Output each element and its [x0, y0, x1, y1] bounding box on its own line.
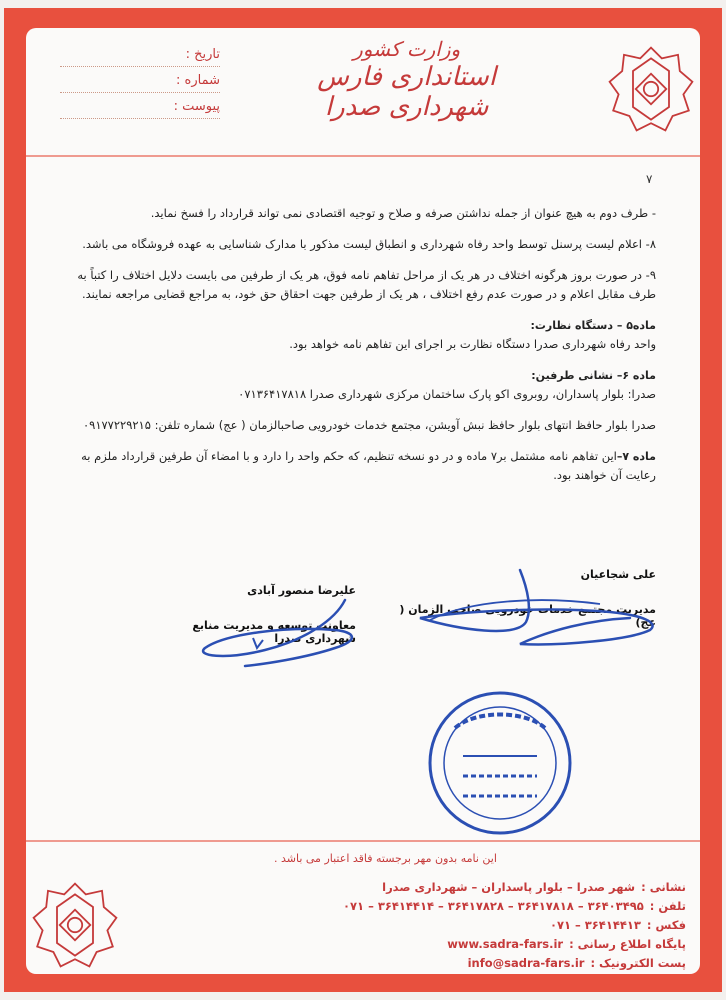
ministry-line-2: استانداری فارس — [317, 62, 496, 92]
signatory-name-left: علیرضا منصور آبادی — [247, 584, 356, 597]
header-divider — [26, 155, 700, 157]
address-value: شهر صدرا – بلوار پاسداران – شهرداری صدرا — [382, 880, 636, 894]
letter-body — [56, 204, 656, 497]
website-link[interactable]: www.sadra-fars.ir — [447, 937, 564, 951]
email-label: پست الکترونیک : — [590, 956, 686, 970]
footer-divider — [26, 840, 700, 842]
article-7-title: ماده ۷– — [616, 450, 656, 463]
signature-scribble-left — [185, 590, 375, 680]
paragraph-9: ۹- در صورت بروز هرگونه اختلاف در هر یک از مراحل تفاهم نامه فوق، هر یک از طرفین می بایست دلایل اختلاف را کتباً به طرف مقابل اعلام و در صورت عدم رفع اختلاف ، هر یک از طرفین جهت احقاق حق خود، به مراجع قضایی مراجعه نمایند. — [77, 268, 656, 301]
fax-label: فکس : — [646, 918, 686, 932]
attachment-field: پیوست : — [60, 96, 220, 119]
municipality-logo-icon — [606, 44, 696, 134]
page-number: ۷ — [646, 172, 653, 186]
paragraph-1: - طرف دوم به هیچ عنوان از جمله نداشتن صرفه و صلاح و توجیه اقتصادی نمی تواند قرارداد را فسخ نماید. — [150, 206, 656, 220]
letter-meta — [60, 44, 220, 122]
paragraph-8: ۸- اعلام لیست پرسنل توسط واحد رفاه شهرداری و انطباق لیست مذکور با مدارک شناسایی به عهده فروشگاه می باشد. — [82, 237, 656, 251]
email-link[interactable]: info@sadra-fars.ir — [467, 956, 585, 970]
validity-note: این نامه بدون مهر برجسته فاقد اعتبار می باشد . — [274, 852, 497, 865]
letter-sheet — [26, 28, 700, 974]
contact-info — [306, 878, 686, 973]
signatory-title-right: مدیریت مجتمع خدمات خودرویی صاحب الزمان ( عج) — [399, 603, 656, 629]
website-label: پایگاه اطلاع رسانی : — [569, 937, 686, 951]
address-row — [306, 878, 686, 897]
article-5-text: واحد رفاه شهرداری صدرا دستگاه نظارت بر اجرای این تفاهم نامه خواهد بود. — [289, 337, 656, 351]
address-label: نشانی : — [641, 880, 686, 894]
date-field: تاریخ : — [60, 44, 220, 67]
phone-row — [306, 897, 686, 916]
article-5-title: ماده۵ – دستگاه نظارت: — [530, 319, 656, 332]
website-row — [306, 935, 686, 954]
ministry-title — [317, 36, 496, 122]
article-6-line-1: صدرا: بلوار پاسداران، روبروی اکو پارک ساختمان مرکزی شهرداری صدرا ۰۷۱۳۶۴۱۷۸۱۸ — [238, 387, 656, 401]
phone-label: تلفن : — [649, 899, 686, 913]
email-row — [306, 954, 686, 973]
signature-scribble-right — [400, 560, 680, 680]
fax-row — [306, 916, 686, 935]
article-7-text: این تفاهم نامه مشتمل بر۷ ماده و در دو نسخه تنظیم، که حکم واحد را دارد و با امضاء آن طرفین قرارداد ملزم به رعایت آن خواهند بود. — [81, 449, 656, 482]
fax-value: ۳۶۴۱۴۴۱۳ – ۰۷۱ — [549, 918, 641, 932]
ministry-line-1: وزارت کشور — [353, 37, 461, 61]
ministry-line-3: شهرداری صدرا — [324, 92, 489, 122]
article-6-title: ماده ۶– نشانی طرفین: — [531, 369, 656, 382]
article-6-line-2: صدرا بلوار حافظ انتهای بلوار حافظ نبش آویشن، مجتمع خدمات خودرویی صاحبالزمان ( عج) شماره تلفن: ۰۹۱۷۷۲۲۹۲۱۵ — [82, 418, 656, 432]
company-stamp-icon — [425, 688, 575, 838]
signatory-title-left: معاونت توسعه و مدیریت منابع شهرداری صدرا — [192, 619, 356, 645]
signatory-name-right: علی شجاعیان — [580, 568, 656, 581]
footer-logo-icon — [30, 880, 120, 970]
phone-value: ۳۶۴۰۳۴۹۵ – ۳۶۴۱۷۸۱۸ – ۳۶۴۱۷۸۲۸ – ۳۶۴۱۴۴۱۴ – ۰۷۱ — [343, 899, 644, 913]
number-field: شماره : — [60, 70, 220, 93]
article-7 — [56, 447, 656, 485]
